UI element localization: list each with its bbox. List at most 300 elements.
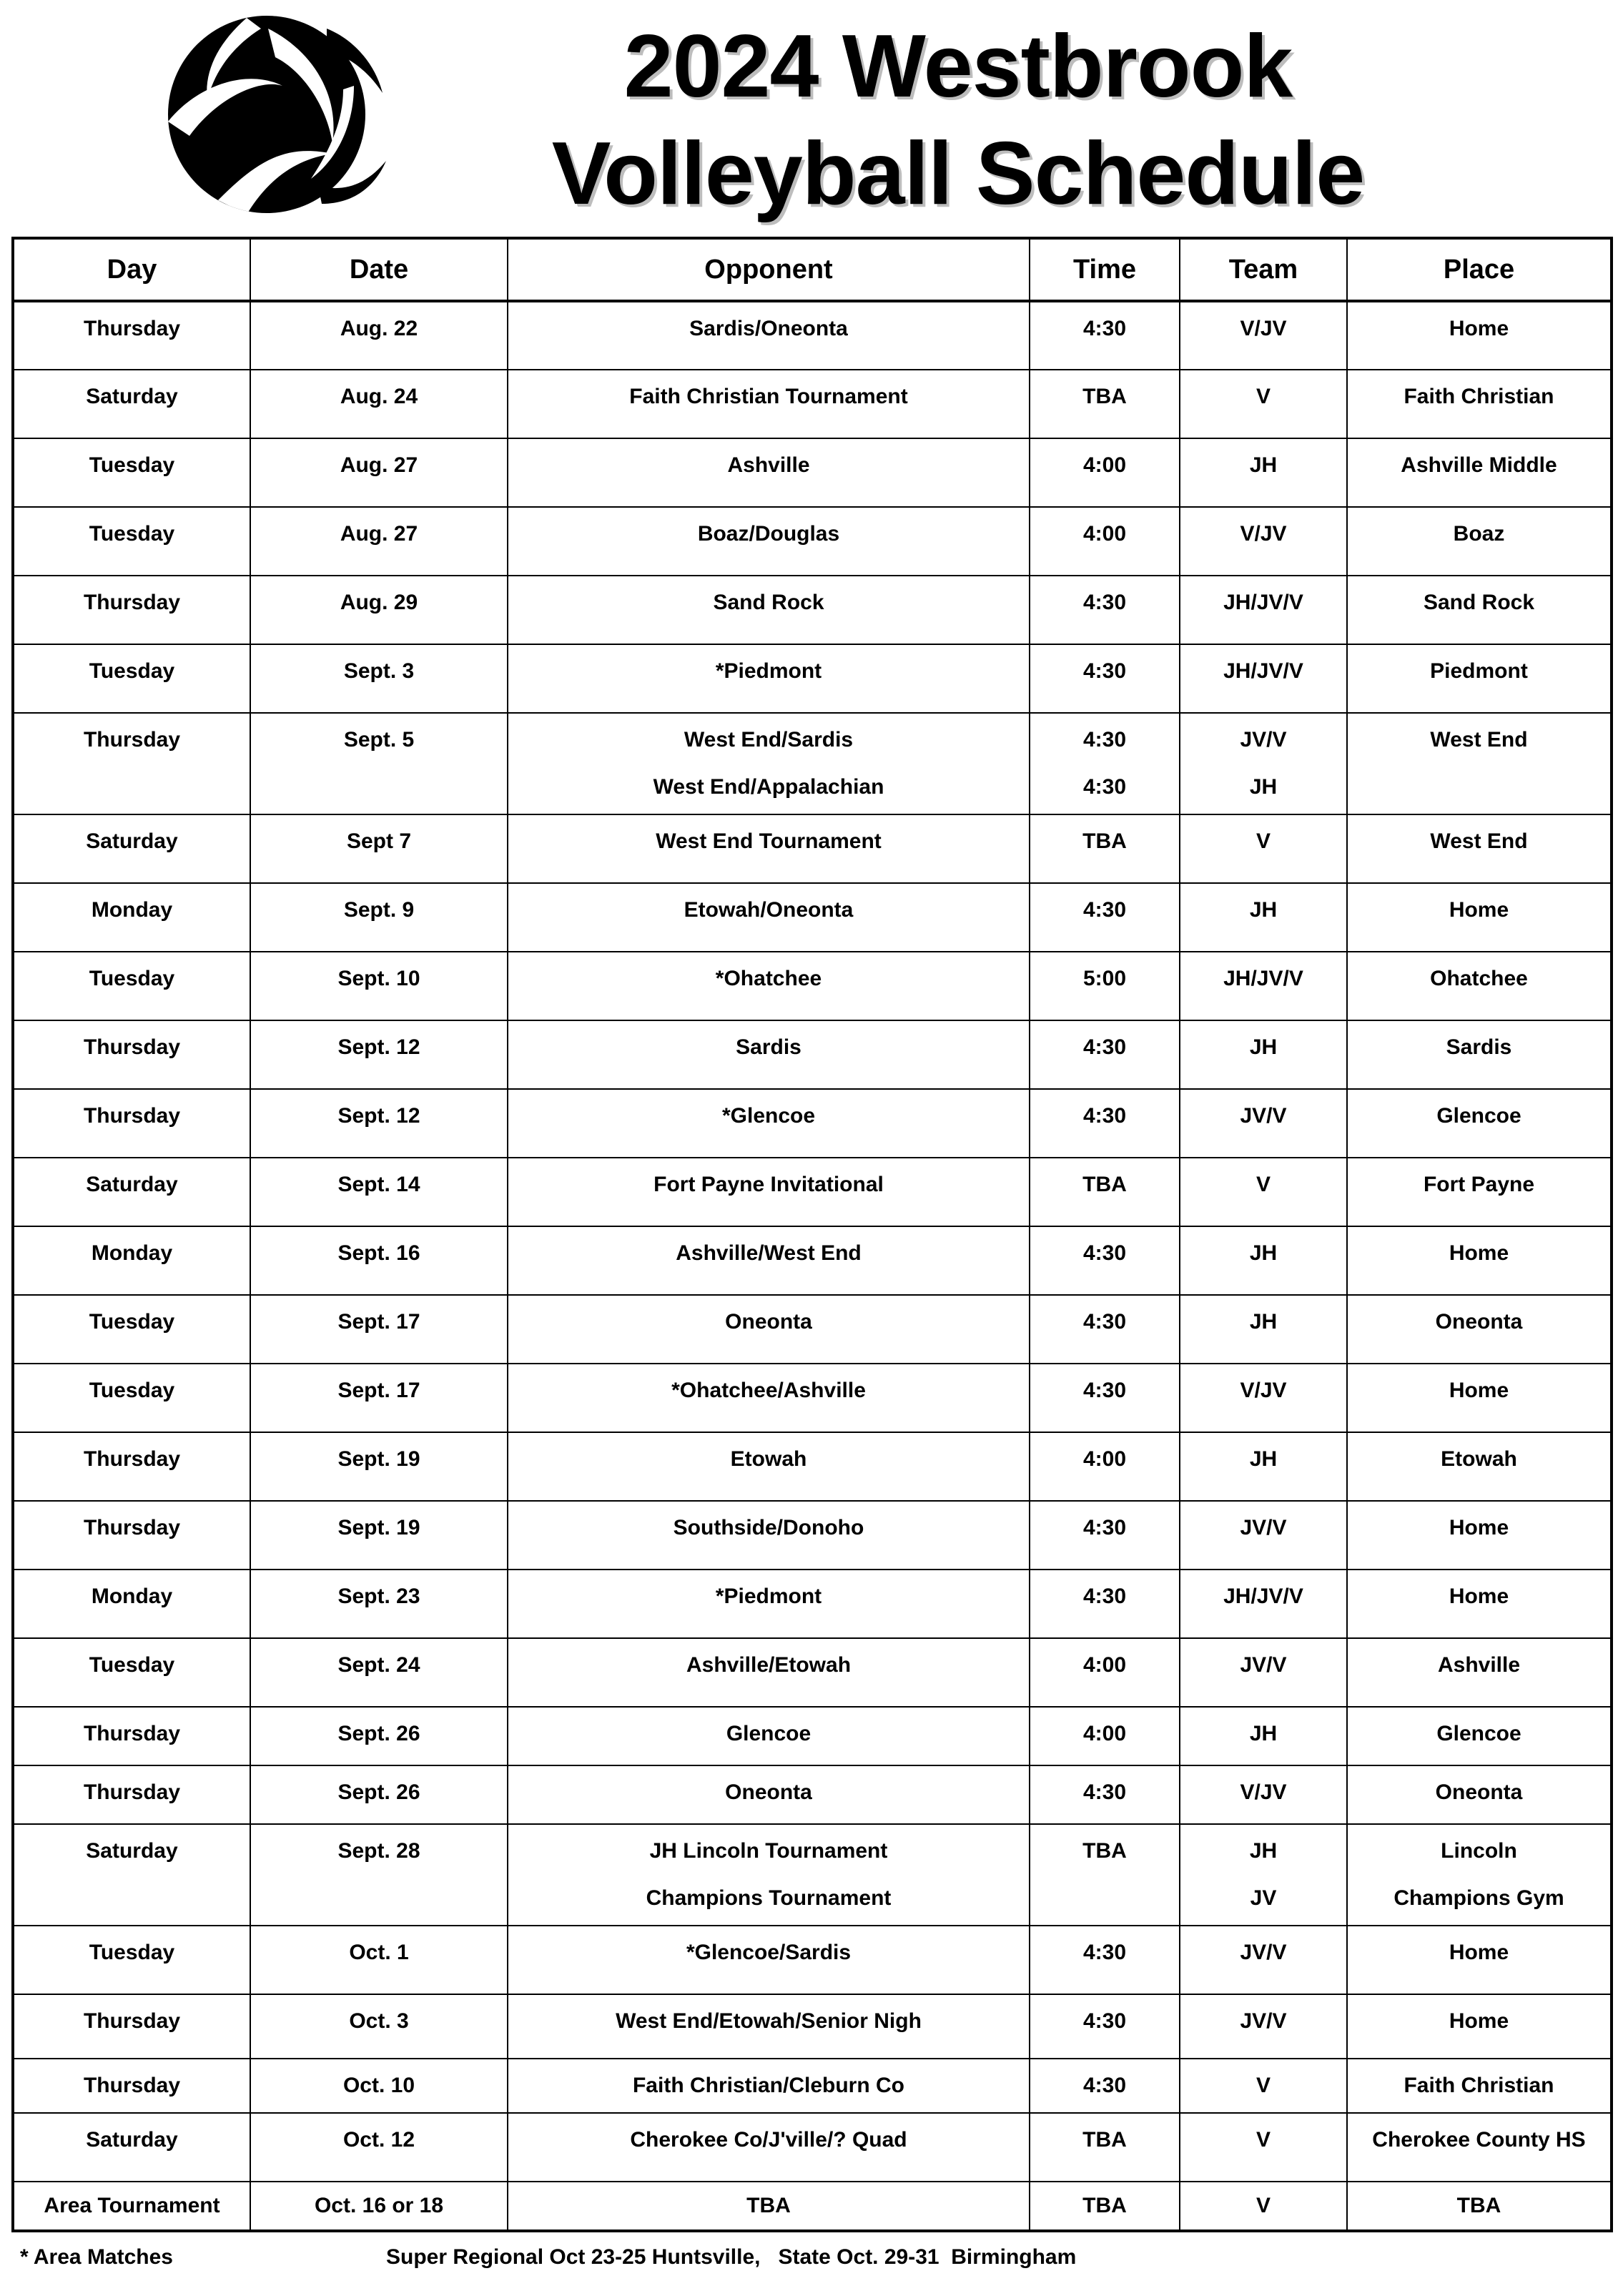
- cell-opponent-line: Champions Tournament: [646, 1886, 892, 1910]
- cell-time-line: [1030, 1872, 1179, 1925]
- cell-time: [1030, 1158, 1180, 1226]
- cell-team-line: JV/V: [1240, 1941, 1287, 1964]
- cell-date: [250, 576, 508, 644]
- cell-date-text: Oct. 3: [349, 2009, 409, 2033]
- cell-time-line: 4:30: [1082, 1516, 1127, 1539]
- cell-day-text: Thursday: [83, 317, 181, 340]
- cell-team-line: V: [1256, 2194, 1271, 2217]
- cell-place: [1347, 883, 1612, 952]
- table-row: [13, 1158, 1612, 1226]
- cell-time-line: 4:30: [1082, 2009, 1127, 2033]
- cell-place: [1347, 1158, 1612, 1226]
- table-row: [13, 1432, 1612, 1501]
- cell-time: [1030, 883, 1180, 952]
- cell-opponent: [508, 576, 1030, 644]
- cell-place: [1347, 370, 1612, 438]
- cell-time: [1030, 1824, 1180, 1926]
- cell-place-line: TBA: [1456, 2194, 1501, 2217]
- cell-team: [1180, 1501, 1347, 1570]
- cell-time: [1030, 644, 1180, 713]
- cell-place: [1347, 576, 1612, 644]
- cell-day: [13, 1824, 250, 1926]
- cell-team: [1180, 644, 1347, 713]
- cell-date-text: Sept. 19: [337, 1516, 420, 1539]
- cell-time: [1030, 1570, 1180, 1638]
- cell-opponent-line: Oneonta: [725, 1780, 812, 1804]
- cell-place-line: Sardis: [1446, 1035, 1512, 1059]
- title-line-2: Volleyball Schedule: [551, 124, 1365, 223]
- cell-date-text: Aug. 24: [340, 385, 418, 408]
- cell-date: [250, 1295, 508, 1364]
- cell-team-line: JV/V: [1240, 1516, 1287, 1539]
- cell-opponent: [508, 1364, 1030, 1432]
- table-row: [13, 1364, 1612, 1432]
- cell-day-text: Thursday: [83, 1104, 181, 1128]
- cell-date-text: Aug. 29: [340, 591, 418, 614]
- cell-day-text: Saturday: [86, 829, 178, 853]
- cell-day-text: Saturday: [86, 2128, 178, 2152]
- cell-place: [1347, 2113, 1612, 2182]
- cell-opponent-line: *Ohatchee: [715, 967, 822, 990]
- cell-team: [1180, 2113, 1347, 2182]
- cell-team-line: JH: [1249, 1722, 1278, 1745]
- cell-place-line: Glencoe: [1436, 1722, 1521, 1745]
- cell-place: [1347, 814, 1612, 883]
- cell-team-line: V: [1256, 385, 1271, 408]
- cell-day-text: Tuesday: [89, 453, 175, 477]
- tournament-info: Super Regional Oct 23-25 Huntsville, State Oct. 29-31 Birmingham: [386, 2245, 1077, 2269]
- cell-opponent: [508, 1926, 1030, 1994]
- table-row: [13, 644, 1612, 713]
- cell-time-line: 4:30: [1082, 1241, 1127, 1265]
- cell-time: [1030, 507, 1180, 576]
- cell-date-text: Sept. 5: [343, 728, 415, 752]
- cell-team-line: V/JV: [1240, 1379, 1287, 1402]
- cell-date: [250, 713, 508, 814]
- cell-place-line: Lincoln: [1441, 1839, 1517, 1863]
- schedule-table: [11, 237, 1613, 2232]
- cell-opponent-line: TBA: [746, 2194, 791, 2217]
- cell-time-line: TBA: [1082, 1839, 1127, 1863]
- cell-date: [250, 2113, 508, 2182]
- table-row: [13, 2113, 1612, 2182]
- cell-opponent: [508, 1158, 1030, 1226]
- cell-opponent-line: Sardis/Oneonta: [689, 317, 848, 340]
- cell-opponent: [508, 1020, 1030, 1089]
- table-row: [13, 713, 1612, 814]
- table-row: [13, 1226, 1612, 1295]
- cell-date: [250, 301, 508, 370]
- cell-day: [13, 1432, 250, 1501]
- cell-date-text: Sept. 26: [337, 1722, 420, 1745]
- area-matches-note: * Area Matches: [20, 2245, 173, 2269]
- cell-team: [1180, 2182, 1347, 2231]
- cell-place-line: Fort Payne: [1423, 1173, 1535, 1196]
- cell-day: [13, 1638, 250, 1707]
- cell-opponent-line: West End Tournament: [656, 829, 882, 853]
- cell-time: [1030, 1226, 1180, 1295]
- cell-day-text: Tuesday: [89, 967, 175, 990]
- cell-date-text: Oct. 16 or 18: [314, 2194, 444, 2217]
- cell-team-line: JV/V: [1240, 1104, 1287, 1128]
- cell-place: [1347, 438, 1612, 507]
- column-header-place: Place: [1347, 238, 1612, 301]
- cell-opponent: [508, 1295, 1030, 1364]
- cell-team: [1180, 1158, 1347, 1226]
- cell-date: [250, 883, 508, 952]
- cell-date: [250, 2059, 508, 2113]
- table-row: [13, 370, 1612, 438]
- cell-place-line: Boaz: [1453, 522, 1505, 546]
- page-title: [458, 13, 1459, 227]
- table-row: [13, 2059, 1612, 2113]
- cell-date-text: Sept. 17: [337, 1310, 420, 1334]
- cell-team: [1180, 952, 1347, 1020]
- cell-team-line: JH/JV/V: [1223, 659, 1303, 683]
- table-row: [13, 576, 1612, 644]
- cell-team: [1180, 2059, 1347, 2113]
- cell-date: [250, 1570, 508, 1638]
- cell-opponent-line: Fort Payne Invitational: [653, 1173, 884, 1196]
- cell-time-line: 4:30: [1082, 1780, 1127, 1804]
- cell-opponent: [508, 814, 1030, 883]
- cell-time: [1030, 1364, 1180, 1432]
- cell-opponent: [508, 1824, 1030, 1926]
- cell-team: [1180, 301, 1347, 370]
- cell-place-line: Home: [1449, 2009, 1509, 2033]
- cell-time: [1030, 2059, 1180, 2113]
- cell-team: [1180, 1089, 1347, 1158]
- table-row: [13, 1765, 1612, 1824]
- cell-opponent: [508, 644, 1030, 713]
- cell-day-text: Monday: [91, 1241, 173, 1265]
- cell-day-text: Tuesday: [89, 659, 175, 683]
- cell-time: [1030, 1707, 1180, 1765]
- cell-place-line: Home: [1449, 898, 1509, 922]
- cell-place: [1347, 1020, 1612, 1089]
- cell-place-line: Home: [1449, 1941, 1509, 1964]
- cell-opponent-line: Ashville: [727, 453, 810, 477]
- cell-team: [1180, 1707, 1347, 1765]
- cell-opponent-line: Oneonta: [725, 1310, 812, 1334]
- cell-time-line: TBA: [1082, 385, 1127, 408]
- cell-place: [1347, 1570, 1612, 1638]
- cell-time-line: 4:30: [1082, 1310, 1127, 1334]
- cell-opponent: [508, 1432, 1030, 1501]
- cell-day-text: Tuesday: [89, 1379, 175, 1402]
- cell-day-text: Saturday: [86, 1839, 178, 1863]
- cell-opponent-line: JH Lincoln Tournament: [649, 1839, 888, 1863]
- cell-date: [250, 1707, 508, 1765]
- cell-day-text: Saturday: [86, 1173, 178, 1196]
- cell-team: [1180, 1994, 1347, 2059]
- cell-team: [1180, 1926, 1347, 1994]
- cell-team: [1180, 713, 1347, 814]
- cell-day-text: Saturday: [86, 385, 178, 408]
- cell-opponent: [508, 1707, 1030, 1765]
- cell-team-line: JV/V: [1240, 2009, 1287, 2033]
- cell-opponent-line: *Piedmont: [715, 1585, 822, 1608]
- cell-time: [1030, 1020, 1180, 1089]
- cell-date: [250, 1926, 508, 1994]
- cell-team-line: JH: [1249, 453, 1278, 477]
- cell-date: [250, 1158, 508, 1226]
- cell-date-text: Aug. 27: [340, 522, 418, 546]
- cell-date-text: Sept. 12: [337, 1104, 420, 1128]
- cell-date: [250, 507, 508, 576]
- cell-team: [1180, 1570, 1347, 1638]
- cell-team-line: V: [1256, 2128, 1271, 2152]
- cell-place-line: Home: [1449, 317, 1509, 340]
- cell-date: [250, 1501, 508, 1570]
- cell-place: [1347, 952, 1612, 1020]
- cell-day: [13, 2059, 250, 2113]
- cell-date: [250, 1020, 508, 1089]
- cell-place-line: Ashville: [1437, 1653, 1521, 1677]
- cell-date-text: Sept. 17: [337, 1379, 420, 1402]
- cell-opponent: [508, 438, 1030, 507]
- cell-day: [13, 1707, 250, 1765]
- cell-place: [1347, 713, 1612, 814]
- cell-opponent: [508, 2113, 1030, 2182]
- cell-opponent-line: Etowah: [730, 1447, 807, 1471]
- table-row: [13, 301, 1612, 370]
- cell-place: [1347, 1432, 1612, 1501]
- cell-time-line: 4:30: [1082, 728, 1127, 752]
- table-header-row: [13, 238, 1612, 301]
- cell-time: [1030, 814, 1180, 883]
- table-row: [13, 1501, 1612, 1570]
- cell-team-line: JV/V: [1240, 1653, 1287, 1677]
- cell-team-line: V/JV: [1240, 522, 1287, 546]
- cell-day: [13, 438, 250, 507]
- cell-time: [1030, 713, 1180, 814]
- table-row: [13, 952, 1612, 1020]
- cell-team-line: V/JV: [1240, 317, 1287, 340]
- cell-team-line: JH: [1249, 1447, 1278, 1471]
- column-header-opponent: Opponent: [508, 238, 1030, 301]
- table-row: [13, 1994, 1612, 2059]
- cell-date-text: Aug. 27: [340, 453, 418, 477]
- cell-place: [1347, 1926, 1612, 1994]
- cell-opponent: [508, 1765, 1030, 1824]
- cell-place-line: Ashville Middle: [1401, 453, 1557, 477]
- table-row: [13, 1707, 1612, 1765]
- cell-date-text: Sept. 16: [337, 1241, 420, 1265]
- cell-place-line: Faith Christian: [1404, 2074, 1554, 2097]
- cell-place-line: Champions Gym: [1393, 1886, 1564, 1910]
- cell-date: [250, 1364, 508, 1432]
- cell-day: [13, 644, 250, 713]
- cell-team-line: JH/JV/V: [1223, 967, 1303, 990]
- cell-day: [13, 1226, 250, 1295]
- cell-team-line: JV: [1250, 1886, 1277, 1910]
- cell-opponent: [508, 883, 1030, 952]
- cell-day: [13, 576, 250, 644]
- cell-place-line: Home: [1449, 1585, 1509, 1608]
- cell-place: [1347, 1089, 1612, 1158]
- cell-opponent: [508, 1570, 1030, 1638]
- cell-date-text: Sept. 19: [337, 1447, 420, 1471]
- cell-date: [250, 1089, 508, 1158]
- cell-opponent-line: Boaz/Douglas: [697, 522, 840, 546]
- cell-day: [13, 883, 250, 952]
- cell-date: [250, 1994, 508, 2059]
- cell-opponent: [508, 370, 1030, 438]
- cell-date: [250, 1432, 508, 1501]
- cell-place-line: West End: [1430, 728, 1528, 752]
- cell-place: [1347, 1824, 1612, 1926]
- cell-time: [1030, 370, 1180, 438]
- cell-time: [1030, 438, 1180, 507]
- table-row: [13, 814, 1612, 883]
- cell-team: [1180, 1765, 1347, 1824]
- cell-day-text: Thursday: [83, 728, 181, 752]
- cell-team: [1180, 438, 1347, 507]
- cell-time-line: 4:30: [1082, 1104, 1127, 1128]
- cell-day-text: Monday: [91, 1585, 173, 1608]
- cell-date-text: Oct. 12: [342, 2128, 415, 2152]
- table-row: [13, 1824, 1612, 1926]
- cell-day: [13, 1295, 250, 1364]
- cell-place-line: [1348, 761, 1610, 814]
- cell-time-line: 4:30: [1082, 1035, 1127, 1059]
- cell-place: [1347, 2059, 1612, 2113]
- cell-team: [1180, 883, 1347, 952]
- cell-place: [1347, 1638, 1612, 1707]
- cell-opponent-line: *Glencoe: [721, 1104, 816, 1128]
- cell-day-text: Monday: [91, 898, 173, 922]
- cell-date: [250, 1824, 508, 1926]
- cell-place: [1347, 1707, 1612, 1765]
- cell-date: [250, 1638, 508, 1707]
- cell-team-line: JH/JV/V: [1223, 1585, 1303, 1608]
- cell-time: [1030, 1638, 1180, 1707]
- cell-team-line: JH: [1249, 1035, 1278, 1059]
- table-row: [13, 507, 1612, 576]
- column-header-team: Team: [1180, 238, 1347, 301]
- cell-time-line: TBA: [1082, 1173, 1127, 1196]
- cell-opponent-line: *Glencoe/Sardis: [686, 1941, 852, 1964]
- cell-team-line: V/JV: [1240, 1780, 1287, 1804]
- cell-team-line: V: [1256, 829, 1271, 853]
- cell-day: [13, 507, 250, 576]
- table-row: [13, 1926, 1612, 1994]
- table-row: [13, 1089, 1612, 1158]
- cell-day-text: Thursday: [83, 1780, 181, 1804]
- cell-opponent: [508, 952, 1030, 1020]
- table-row: [13, 883, 1612, 952]
- cell-team-line: JH: [1249, 898, 1278, 922]
- cell-team: [1180, 1226, 1347, 1295]
- cell-place: [1347, 1295, 1612, 1364]
- cell-time-line: TBA: [1082, 829, 1127, 853]
- cell-time: [1030, 2182, 1180, 2231]
- cell-time-line: 4:30: [1082, 659, 1127, 683]
- cell-place-line: Piedmont: [1430, 659, 1528, 683]
- cell-team: [1180, 1020, 1347, 1089]
- cell-team: [1180, 576, 1347, 644]
- cell-opponent-line: *Piedmont: [715, 659, 822, 683]
- cell-place: [1347, 1765, 1612, 1824]
- cell-day: [13, 370, 250, 438]
- column-header-date: Date: [250, 238, 508, 301]
- cell-time-line: TBA: [1082, 2128, 1127, 2152]
- schedule-body: [13, 301, 1612, 2231]
- cell-time: [1030, 1926, 1180, 1994]
- cell-place: [1347, 507, 1612, 576]
- cell-opponent: [508, 713, 1030, 814]
- cell-day-text: Tuesday: [89, 1310, 175, 1334]
- cell-day: [13, 2182, 250, 2231]
- cell-place-line: Faith Christian: [1404, 385, 1554, 408]
- cell-place: [1347, 301, 1612, 370]
- cell-opponent-line: Cherokee Co/J'ville/? Quad: [630, 2128, 907, 2152]
- cell-day-text: Thursday: [83, 1447, 181, 1471]
- cell-opponent: [508, 2182, 1030, 2231]
- cell-opponent-line: Faith Christian/Cleburn Co: [632, 2074, 904, 2097]
- cell-opponent: [508, 507, 1030, 576]
- table-row: [13, 1570, 1612, 1638]
- cell-team-line: V: [1256, 2074, 1271, 2097]
- cell-date-text: Aug. 22: [340, 317, 418, 340]
- cell-place-line: Home: [1449, 1516, 1509, 1539]
- cell-opponent-line: *Ohatchee/Ashville: [671, 1379, 866, 1402]
- cell-place-line: Glencoe: [1436, 1104, 1521, 1128]
- cell-opponent-line: Sand Rock: [713, 591, 824, 614]
- cell-time-line: 5:00: [1082, 967, 1127, 990]
- cell-date: [250, 438, 508, 507]
- cell-opponent-line: Ashville/West End: [676, 1241, 862, 1265]
- cell-place: [1347, 1364, 1612, 1432]
- cell-opponent-line: Southside/Donoho: [673, 1516, 864, 1539]
- cell-time-line: 4:30: [1082, 775, 1127, 799]
- cell-time: [1030, 301, 1180, 370]
- cell-time-line: 4:00: [1082, 1447, 1127, 1471]
- cell-team-line: JV/V: [1240, 728, 1287, 752]
- cell-opponent: [508, 1089, 1030, 1158]
- cell-opponent: [508, 301, 1030, 370]
- table-row: [13, 1020, 1612, 1089]
- cell-opponent: [508, 1226, 1030, 1295]
- cell-date-text: Sept. 26: [337, 1780, 420, 1804]
- cell-team: [1180, 507, 1347, 576]
- cell-opponent-line: Sardis: [736, 1035, 801, 1059]
- cell-date-text: Sept. 23: [337, 1585, 420, 1608]
- cell-date: [250, 1226, 508, 1295]
- cell-time-line: TBA: [1082, 2194, 1127, 2217]
- cell-team: [1180, 1432, 1347, 1501]
- table-row: [13, 1295, 1612, 1364]
- cell-day-text: Thursday: [83, 2074, 181, 2097]
- cell-time-line: 4:30: [1082, 591, 1127, 614]
- cell-date-text: Sept. 24: [337, 1653, 420, 1677]
- cell-day: [13, 301, 250, 370]
- cell-day: [13, 1020, 250, 1089]
- cell-place: [1347, 2182, 1612, 2231]
- table-row: [13, 2182, 1612, 2231]
- cell-opponent-line: Faith Christian Tournament: [629, 385, 908, 408]
- cell-time-line: 4:30: [1082, 1941, 1127, 1964]
- cell-date: [250, 370, 508, 438]
- cell-place-line: Cherokee County HS: [1372, 2128, 1586, 2152]
- cell-time: [1030, 1994, 1180, 2059]
- cell-day: [13, 713, 250, 814]
- cell-team: [1180, 370, 1347, 438]
- cell-date-text: Oct. 1: [349, 1941, 409, 1964]
- cell-date-text: Sept 7: [346, 829, 412, 853]
- cell-day-text: Thursday: [83, 2009, 181, 2033]
